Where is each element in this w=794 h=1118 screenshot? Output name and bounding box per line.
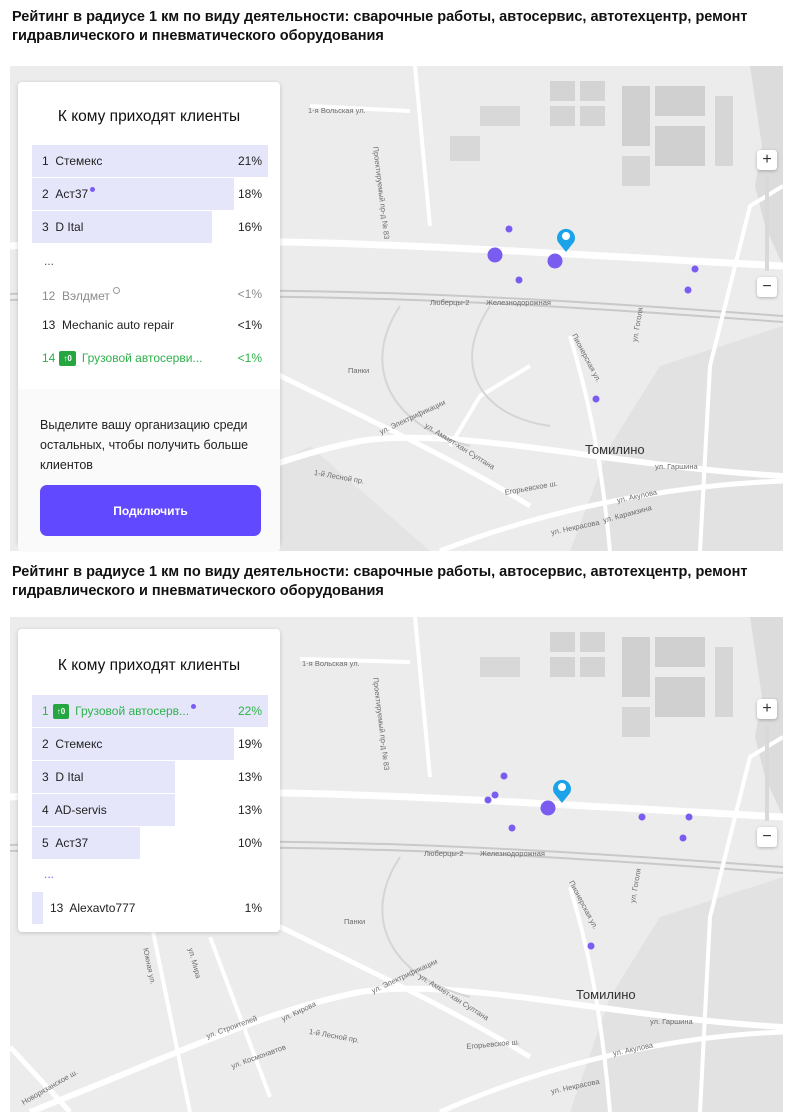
map-label: Егорьевское ш. <box>504 478 559 497</box>
row-name: D Ital <box>55 220 84 234</box>
zoom-in-button[interactable]: + <box>757 699 777 719</box>
promo-block <box>18 389 280 552</box>
row-percent: 21% <box>237 154 262 168</box>
row-rank: 12 <box>42 289 56 303</box>
row-percent: 10% <box>237 836 262 850</box>
map-label: 1-й Лесной пр. <box>308 1027 360 1045</box>
rating-row[interactable] <box>32 278 268 310</box>
row-rank: 3 <box>42 220 49 234</box>
map-label: ул. Гаршина <box>650 1017 693 1026</box>
section-heading: Рейтинг в радиусе 1 км по виду деятельности: сварочные работы, автосервис, автотехцентр, ремонт гидравлического и пневматического оборудования <box>12 9 748 44</box>
map-label: Пионерская ул. <box>570 332 604 384</box>
map-label: Новорязанское ш. <box>20 1067 80 1107</box>
map-label: Панки <box>344 917 366 926</box>
row-name: Mechanic auto repair <box>62 318 175 332</box>
map-label: Люберцы-2 <box>430 298 470 307</box>
zoom-control <box>757 150 777 297</box>
location-pin-icon <box>557 229 575 252</box>
zoom-slider[interactable] <box>765 176 769 271</box>
competitor-marker <box>593 396 600 403</box>
map-label: ул. Гоголя <box>628 867 643 904</box>
row-rank: 13 <box>42 318 56 332</box>
row-name: Стемекс <box>55 737 103 751</box>
map-label: ул. Аммет-хан Султана <box>423 421 497 472</box>
location-pin-icon <box>553 780 571 803</box>
section-heading: Рейтинг в радиусе 1 км по виду деятельности: сварочные работы, автосервис, автотехцентр, ремонт гидравлического и пневматического оборудования <box>12 564 748 599</box>
competitor-marker <box>501 773 508 780</box>
rating-section-before <box>0 0 794 555</box>
map-label: ул. Некрасова <box>550 1076 601 1096</box>
competitor-marker <box>680 835 687 842</box>
rating-row[interactable] <box>32 145 268 177</box>
map-label: Железнодорожная <box>486 298 551 307</box>
row-percent: 22% <box>237 704 262 718</box>
row-percent: 13% <box>237 770 262 784</box>
competitor-marker <box>685 287 692 294</box>
competitor-marker <box>506 226 513 233</box>
row-rank: 13 <box>50 901 64 915</box>
rating-row[interactable] <box>32 211 268 243</box>
marker-dot-icon <box>191 704 196 709</box>
map-label: ул. Мира <box>186 947 204 980</box>
rank-change-badge: ↑0 <box>53 704 69 719</box>
row-percent: 19% <box>237 737 262 751</box>
row-rank: 3 <box>42 770 49 784</box>
map-label: 1-я Вольская ул. <box>302 659 360 668</box>
map-label: ул. Акулова <box>616 487 658 505</box>
rating-panel <box>18 82 280 545</box>
row-name: Вэлдмет <box>62 289 110 303</box>
map-label: Проектируемый пр-д № 83 <box>371 677 392 771</box>
town-label: Томилино <box>585 442 645 457</box>
competitor-marker <box>485 797 492 804</box>
row-percent: 13% <box>237 803 262 817</box>
map-label: Южная ул. <box>141 947 158 986</box>
rating-row[interactable] <box>32 309 268 341</box>
panel-title: К кому приходят клиенты <box>57 657 241 674</box>
marker-dot-icon <box>90 187 95 192</box>
map-label: 1-я Вольская ул. <box>308 106 366 115</box>
row-percent: <1% <box>237 318 262 332</box>
rating-row[interactable] <box>32 761 268 793</box>
map-label: ул. Гоголя <box>630 306 645 343</box>
competitor-marker <box>509 825 516 832</box>
row-percent: <1% <box>237 287 262 301</box>
rows-ellipsis: ... <box>44 867 55 881</box>
row-rank: 14 <box>42 351 56 365</box>
row-rank: 2 <box>42 187 49 201</box>
competitor-marker <box>686 814 693 821</box>
rating-row[interactable] <box>32 794 268 826</box>
rating-row[interactable] <box>32 728 268 760</box>
map-label: ул. Карамзина <box>602 503 653 525</box>
row-rank: 2 <box>42 737 49 751</box>
row-name: Alexavto777 <box>69 901 136 915</box>
map-label: Железнодорожная <box>480 849 545 858</box>
zoom-out-button[interactable]: − <box>757 277 777 297</box>
rating-row[interactable] <box>32 178 268 210</box>
map-label: 1-й Лесной пр. <box>313 468 365 486</box>
share-bar <box>32 892 43 924</box>
row-name: D Ital <box>55 770 84 784</box>
competitor-marker <box>488 248 503 263</box>
map-label: ул. Электрификации <box>370 956 439 996</box>
map-label: ул. Строителей <box>205 1013 259 1041</box>
row-name: AD-servis <box>54 803 107 817</box>
row-percent: 18% <box>237 187 262 201</box>
competitor-marker <box>492 792 499 799</box>
row-percent: <1% <box>237 351 262 365</box>
row-rank: 5 <box>42 836 49 850</box>
map-label: Проектируемый пр-д № 83 <box>371 146 392 240</box>
town-label: Томилино <box>576 987 636 1002</box>
map-label: ул. Гаршина <box>655 462 698 471</box>
marker-ring-icon <box>113 287 120 294</box>
rating-panel <box>18 629 280 932</box>
competitor-marker <box>588 943 595 950</box>
rating-row-own[interactable] <box>32 695 268 727</box>
connect-button[interactable]: Подключить <box>40 485 261 536</box>
zoom-out-button[interactable]: − <box>757 827 777 847</box>
map-label: ул. Кирова <box>280 999 318 1024</box>
rating-section-after <box>0 555 794 1118</box>
competitor-marker <box>548 254 563 269</box>
rating-row[interactable] <box>32 892 268 924</box>
zoom-slider[interactable] <box>765 725 769 821</box>
row-rank: 1 <box>42 704 49 718</box>
row-name: Аст37 <box>55 187 89 201</box>
row-name: Аст37 <box>55 836 89 850</box>
row-percent: 16% <box>237 220 262 234</box>
row-rank: 1 <box>42 154 49 168</box>
row-rank: 4 <box>42 803 49 817</box>
map-label: ул. Акулова <box>612 1040 654 1058</box>
competitor-marker <box>692 266 699 273</box>
promo-text: Выделите вашу организацию среди остальных, чтобы получить больше клиентов <box>40 418 249 472</box>
row-name: Стемекс <box>55 154 103 168</box>
map-label: Пионерская ул. <box>567 879 601 931</box>
competitor-marker <box>639 814 646 821</box>
zoom-control <box>757 699 777 847</box>
row-name: Грузовой автосерв... <box>75 704 190 718</box>
map-label: Люберцы-2 <box>424 849 464 858</box>
rating-row[interactable] <box>32 827 268 859</box>
rating-row-own[interactable] <box>32 342 268 374</box>
map-label: ул. Электрификации <box>378 397 447 437</box>
map-label: Егорьевское ш. <box>466 1037 521 1051</box>
row-percent: 1% <box>244 901 262 915</box>
competitor-marker <box>541 801 556 816</box>
zoom-in-button[interactable]: + <box>757 150 777 170</box>
map-label: ул. Некрасова <box>550 517 601 537</box>
panel-title: К кому приходят клиенты <box>57 108 241 125</box>
competitor-marker <box>516 277 523 284</box>
row-name: Грузовой автосерви... <box>81 351 203 365</box>
rows-ellipsis: ... <box>44 254 55 268</box>
map-label: ул. Аммет-хан Султана <box>417 972 491 1023</box>
map-label: ул. Космонавтов <box>230 1042 288 1071</box>
map-label: Панки <box>348 366 370 375</box>
rank-change-badge: ↑0 <box>59 351 75 366</box>
